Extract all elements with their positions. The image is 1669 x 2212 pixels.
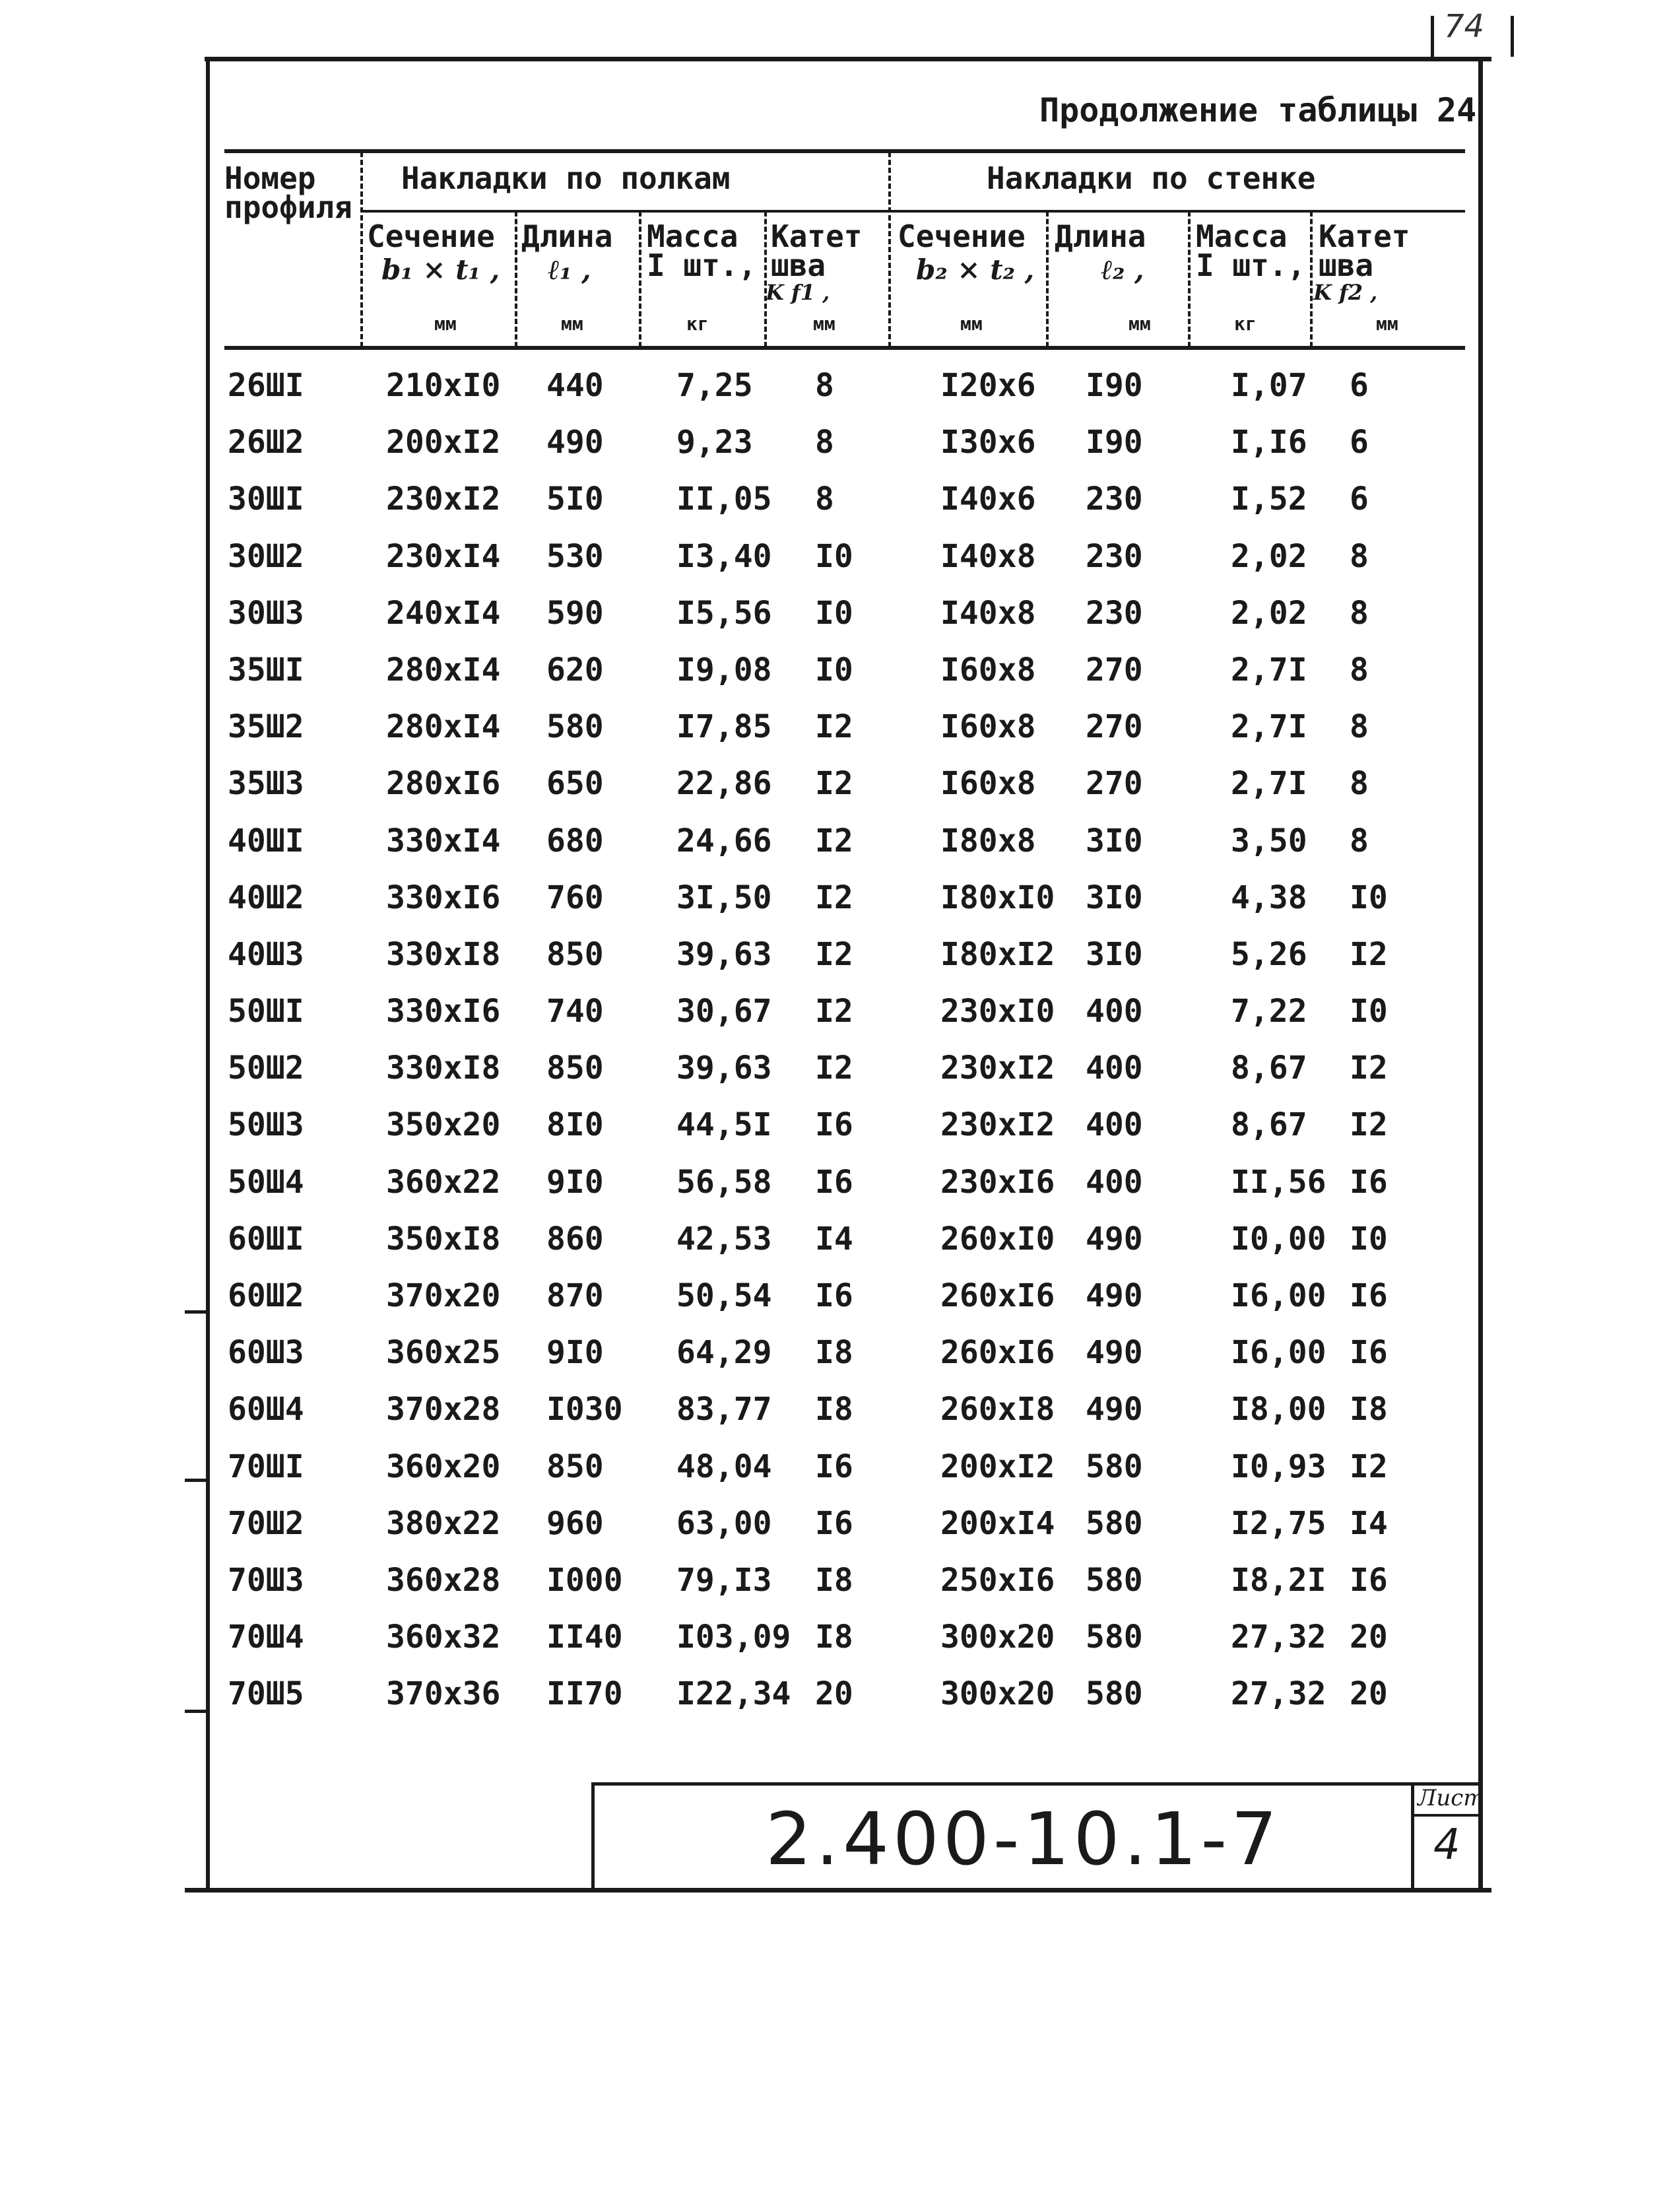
- cell-flange-weld: I8: [815, 1334, 853, 1372]
- cell-flange-mass: 7,25: [676, 367, 753, 404]
- cell-web-length: 580: [1086, 1675, 1143, 1713]
- table-row: [0, 708, 1669, 765]
- header-divider: [360, 152, 363, 347]
- cell-flange-length: II70: [546, 1675, 623, 1713]
- cell-flange-weld: I6: [815, 1277, 853, 1314]
- table-row: [0, 481, 1669, 537]
- cell-web-weld: 6: [1350, 424, 1369, 461]
- cell-web-length: I90: [1086, 367, 1143, 404]
- cell-web-length: 580: [1086, 1504, 1143, 1542]
- cell-web-mass: 27,32: [1231, 1619, 1326, 1656]
- cell-flange-length: 590: [546, 594, 604, 632]
- header-web-mass: Масса I шт.,: [1196, 218, 1306, 283]
- header-web-section: Сечение: [898, 218, 1026, 254]
- header-flange-weld-symbol: K f1 ,: [766, 280, 830, 305]
- cell-profile-number: 60Ш2: [228, 1277, 304, 1314]
- cell-profile-number: 35ШI: [228, 651, 304, 688]
- cell-flange-length: 850: [546, 935, 604, 973]
- cell-web-mass: I8,2I: [1231, 1561, 1326, 1599]
- cell-flange-mass: I5,56: [676, 594, 772, 632]
- cell-web-section: 200xI2: [940, 1448, 1055, 1485]
- cell-web-section: I60x8: [940, 765, 1036, 803]
- header-group-flange: Накладки по полкам: [401, 160, 731, 196]
- cell-flange-length: 490: [546, 424, 604, 461]
- cell-web-length: 3I0: [1086, 822, 1143, 859]
- cell-web-weld: I6: [1350, 1334, 1388, 1372]
- cell-flange-mass: 64,29: [676, 1334, 772, 1372]
- table-row: [0, 1106, 1669, 1163]
- sheet-value: 4: [1433, 1821, 1460, 1869]
- cell-flange-mass: 39,63: [676, 935, 772, 973]
- cell-flange-length: 580: [546, 708, 604, 746]
- cell-web-weld: 6: [1350, 367, 1369, 404]
- cell-flange-length: 860: [546, 1220, 604, 1257]
- cell-flange-section: 350x20: [386, 1106, 501, 1144]
- cell-web-length: 580: [1086, 1561, 1143, 1599]
- cell-flange-weld: I0: [815, 651, 853, 688]
- header-flange-section: Сечение: [367, 218, 495, 254]
- frame-top-border: [205, 57, 1491, 61]
- cell-web-section: I20x6: [940, 367, 1036, 404]
- cell-web-length: 400: [1086, 1050, 1143, 1087]
- cell-web-mass: I6,00: [1231, 1334, 1326, 1372]
- cell-web-mass: I8,00: [1231, 1391, 1326, 1428]
- cell-web-mass: I6,00: [1231, 1277, 1326, 1314]
- cell-flange-section: 360x20: [386, 1448, 501, 1485]
- cell-flange-weld: I6: [815, 1448, 853, 1485]
- cell-flange-section: 380x22: [386, 1504, 501, 1542]
- cell-flange-length: 9I0: [546, 1163, 604, 1201]
- cell-flange-weld: I0: [815, 594, 853, 632]
- table-row: [0, 1619, 1669, 1675]
- cell-flange-mass: II,05: [676, 481, 772, 518]
- cell-flange-section: 330xI6: [386, 879, 501, 916]
- cell-web-section: I30x6: [940, 424, 1036, 461]
- cell-flange-weld: I8: [815, 1561, 853, 1599]
- table-row: [0, 1675, 1669, 1732]
- cell-web-length: 400: [1086, 1106, 1143, 1144]
- cell-profile-number: 70Ш4: [228, 1619, 304, 1656]
- cell-flange-weld: I2: [815, 993, 853, 1030]
- cell-web-length: 580: [1086, 1448, 1143, 1485]
- cell-profile-number: 60ШI: [228, 1220, 304, 1257]
- title-block-separator: [1411, 1782, 1414, 1891]
- cell-web-length: 3I0: [1086, 879, 1143, 916]
- cell-flange-length: 850: [546, 1050, 604, 1087]
- cell-flange-section: 360x25: [386, 1334, 501, 1372]
- cell-flange-length: 5I0: [546, 481, 604, 518]
- table-body: [0, 367, 1669, 1733]
- cell-flange-section: 330xI8: [386, 935, 501, 973]
- cell-web-length: 230: [1086, 537, 1143, 575]
- cell-flange-weld: I2: [815, 935, 853, 973]
- cell-flange-mass: 24,66: [676, 822, 772, 859]
- table-row: [0, 595, 1669, 652]
- cell-flange-weld: I4: [815, 1220, 853, 1257]
- cell-web-length: 230: [1086, 594, 1143, 632]
- cell-flange-length: 760: [546, 879, 604, 916]
- cell-flange-weld: I2: [815, 822, 853, 859]
- cell-web-weld: 8: [1350, 537, 1369, 575]
- header-divider: [515, 211, 517, 347]
- cell-web-section: I60x8: [940, 651, 1036, 688]
- cell-web-weld: 20: [1350, 1675, 1388, 1713]
- table-row: [0, 367, 1669, 424]
- cell-profile-number: 40Ш2: [228, 879, 304, 916]
- cell-flange-section: 360x22: [386, 1163, 501, 1201]
- cell-flange-length: 960: [546, 1504, 604, 1542]
- cell-web-weld: I6: [1350, 1277, 1388, 1314]
- cell-flange-mass: 44,5I: [676, 1106, 772, 1144]
- cell-web-length: 3I0: [1086, 935, 1143, 973]
- cell-web-section: I80x8: [940, 822, 1036, 859]
- cell-profile-number: 70Ш2: [228, 1504, 304, 1542]
- title-block-sheet-rule: [1411, 1814, 1482, 1817]
- cell-web-section: 260xI8: [940, 1391, 1055, 1428]
- cell-flange-mass: I03,09: [676, 1619, 791, 1656]
- cell-flange-mass: 56,58: [676, 1163, 772, 1201]
- table-row: [0, 879, 1669, 936]
- cell-web-mass: 2,7I: [1231, 651, 1307, 688]
- header-web-section-unit: мм: [960, 313, 983, 335]
- cell-web-mass: 8,67: [1231, 1106, 1307, 1144]
- header-divider: [1310, 211, 1313, 347]
- sheet-label: Лист: [1418, 1785, 1485, 1811]
- cell-web-weld: I2: [1350, 1448, 1388, 1485]
- table-caption: Продолжение таблицы 24: [1039, 91, 1477, 129]
- header-flange-weld: Катет шва: [771, 218, 863, 283]
- cell-profile-number: 40ШI: [228, 822, 304, 859]
- cell-flange-weld: I2: [815, 708, 853, 746]
- cell-web-length: 490: [1086, 1334, 1143, 1372]
- cell-flange-mass: 9,23: [676, 424, 753, 461]
- header-profile-number: Номер профиля: [224, 160, 352, 225]
- cell-profile-number: 30Ш2: [228, 537, 304, 575]
- cell-web-length: 400: [1086, 1163, 1143, 1201]
- cell-flange-mass: I22,34: [676, 1675, 791, 1713]
- cell-web-section: 260xI6: [940, 1334, 1055, 1372]
- table-row: [0, 1448, 1669, 1505]
- cell-web-section: I80xI2: [940, 935, 1055, 973]
- header-flange-mass-unit: кг: [686, 313, 709, 335]
- cell-profile-number: 30ШI: [228, 481, 304, 518]
- header-flange-length: Длина: [521, 218, 613, 254]
- cell-web-length: 400: [1086, 993, 1143, 1030]
- cell-profile-number: 40Ш3: [228, 935, 304, 973]
- cell-flange-section: 210xI0: [386, 367, 501, 404]
- table-row: [0, 1050, 1669, 1106]
- cell-web-mass: I0,93: [1231, 1448, 1326, 1485]
- table-row: [0, 538, 1669, 595]
- cell-flange-section: 280xI4: [386, 651, 501, 688]
- cell-flange-length: 740: [546, 993, 604, 1030]
- table-row: [0, 424, 1669, 481]
- cell-profile-number: 70Ш5: [228, 1675, 304, 1713]
- header-divider: [1188, 211, 1191, 347]
- cell-profile-number: 50Ш2: [228, 1050, 304, 1087]
- cell-web-weld: I0: [1350, 1220, 1388, 1257]
- cell-web-length: 270: [1086, 651, 1143, 688]
- cell-flange-mass: 83,77: [676, 1391, 772, 1428]
- margin-tick: [185, 1710, 210, 1713]
- cell-web-weld: 8: [1350, 594, 1369, 632]
- cell-web-weld: 8: [1350, 651, 1369, 688]
- cell-web-section: I60x8: [940, 708, 1036, 746]
- cell-flange-section: 230xI2: [386, 481, 501, 518]
- cell-flange-mass: 79,I3: [676, 1561, 772, 1599]
- cell-web-section: 260xI0: [940, 1220, 1055, 1257]
- cell-flange-mass: 42,53: [676, 1220, 772, 1257]
- title-block-left: [591, 1782, 595, 1891]
- cell-web-section: I40x8: [940, 537, 1036, 575]
- cell-web-section: 260xI6: [940, 1277, 1055, 1314]
- cell-flange-section: 350xI8: [386, 1220, 501, 1257]
- cell-web-mass: 2,7I: [1231, 765, 1307, 803]
- cell-web-weld: I8: [1350, 1391, 1388, 1428]
- cell-flange-section: 370x20: [386, 1277, 501, 1314]
- cell-flange-length: II40: [546, 1619, 623, 1656]
- cell-flange-section: 360x28: [386, 1561, 501, 1599]
- header-web-weld: Катет шва: [1319, 218, 1410, 283]
- table-row: [0, 936, 1669, 993]
- header-group-web: Накладки по стенке: [987, 160, 1316, 196]
- cell-flange-weld: 8: [815, 481, 834, 518]
- cell-web-mass: 5,26: [1231, 935, 1307, 973]
- cell-web-weld: I6: [1350, 1163, 1388, 1201]
- cell-profile-number: 35Ш2: [228, 708, 304, 746]
- cell-flange-mass: 48,04: [676, 1448, 772, 1485]
- cell-flange-mass: 22,86: [676, 765, 772, 803]
- header-top-rule: [224, 149, 1465, 153]
- cell-profile-number: 30Ш3: [228, 594, 304, 632]
- cell-web-weld: I4: [1350, 1504, 1388, 1542]
- cell-flange-length: I000: [546, 1561, 623, 1599]
- cell-flange-mass: 50,54: [676, 1277, 772, 1314]
- cell-web-section: 300x20: [940, 1619, 1055, 1656]
- document-code: 2.400-10.1-7: [766, 1797, 1282, 1881]
- cell-profile-number: 50ШI: [228, 993, 304, 1030]
- cell-web-weld: 8: [1350, 765, 1369, 803]
- cell-profile-number: 60Ш4: [228, 1391, 304, 1428]
- header-web-length-unit: мм: [1129, 313, 1151, 335]
- cell-flange-weld: I2: [815, 765, 853, 803]
- cell-web-section: 300x20: [940, 1675, 1055, 1713]
- cell-flange-mass: 63,00: [676, 1504, 772, 1542]
- cell-web-length: 270: [1086, 708, 1143, 746]
- cell-web-weld: I2: [1350, 1106, 1388, 1144]
- cell-flange-length: 680: [546, 822, 604, 859]
- header-flange-length-symbol: ℓ₁ ,: [548, 253, 591, 286]
- cell-flange-section: 360x32: [386, 1619, 501, 1656]
- cell-flange-mass: I9,08: [676, 651, 772, 688]
- cell-web-section: I40x8: [940, 594, 1036, 632]
- cell-profile-number: 70Ш3: [228, 1561, 304, 1599]
- cell-flange-mass: I7,85: [676, 708, 772, 746]
- cell-flange-section: 330xI4: [386, 822, 501, 859]
- cell-profile-number: 35Ш3: [228, 765, 304, 803]
- cell-flange-weld: I8: [815, 1391, 853, 1428]
- header-flange-weld-unit: мм: [813, 313, 835, 335]
- table-row: [0, 652, 1669, 708]
- cell-web-mass: 27,32: [1231, 1675, 1326, 1713]
- cell-flange-length: 440: [546, 367, 604, 404]
- margin-tick: [185, 1310, 210, 1314]
- cell-web-section: I80xI0: [940, 879, 1055, 916]
- cell-profile-number: 26Ш2: [228, 424, 304, 461]
- cell-flange-section: 240xI4: [386, 594, 501, 632]
- cell-web-mass: I0,00: [1231, 1220, 1326, 1257]
- cell-flange-mass: 3I,50: [676, 879, 772, 916]
- cell-web-section: 230xI6: [940, 1163, 1055, 1201]
- table-row: [0, 1221, 1669, 1277]
- cell-flange-weld: 8: [815, 424, 834, 461]
- cell-flange-section: 330xI6: [386, 993, 501, 1030]
- cell-flange-weld: I8: [815, 1619, 853, 1656]
- header-web-length-symbol: ℓ₂ ,: [1101, 253, 1144, 286]
- cell-flange-weld: I6: [815, 1504, 853, 1542]
- cell-flange-mass: 39,63: [676, 1050, 772, 1087]
- cell-web-weld: I2: [1350, 1050, 1388, 1087]
- header-web-weld-unit: мм: [1376, 313, 1398, 335]
- cell-flange-weld: I0: [815, 537, 853, 575]
- cell-web-mass: 2,02: [1231, 537, 1307, 575]
- cell-web-mass: I,I6: [1231, 424, 1307, 461]
- cell-flange-section: 370x28: [386, 1391, 501, 1428]
- cell-flange-length: 530: [546, 537, 604, 575]
- cell-profile-number: 70ШI: [228, 1448, 304, 1485]
- table-row: [0, 1505, 1669, 1562]
- table-row: [0, 1334, 1669, 1391]
- margin-tick: [185, 1479, 210, 1482]
- header-flange-length-unit: мм: [561, 313, 583, 335]
- cell-flange-section: 280xI4: [386, 708, 501, 746]
- cell-web-mass: 2,7I: [1231, 708, 1307, 746]
- cell-profile-number: 26ШI: [228, 367, 304, 404]
- header-flange-mass: Масса I шт.,: [647, 218, 757, 283]
- cell-web-section: I40x6: [940, 481, 1036, 518]
- header-divider: [764, 211, 767, 347]
- table-row: [0, 1164, 1669, 1221]
- cell-flange-section: 200xI2: [386, 424, 501, 461]
- cell-web-mass: 8,67: [1231, 1050, 1307, 1087]
- table-row: [0, 993, 1669, 1050]
- cell-flange-weld: 8: [815, 367, 834, 404]
- cell-web-length: 490: [1086, 1277, 1143, 1314]
- table-row: [0, 765, 1669, 822]
- cell-profile-number: 50Ш4: [228, 1163, 304, 1201]
- cell-web-mass: 2,02: [1231, 594, 1307, 632]
- cell-web-section: 250xI6: [940, 1561, 1055, 1599]
- cell-web-length: 490: [1086, 1220, 1143, 1257]
- table-row: [0, 822, 1669, 879]
- cell-flange-section: 230xI4: [386, 537, 501, 575]
- table-row: [0, 1277, 1669, 1334]
- header-web-weld-symbol: K f2 ,: [1313, 280, 1378, 305]
- table-row: [0, 1562, 1669, 1619]
- cell-flange-length: 620: [546, 651, 604, 688]
- cell-web-mass: II,56: [1231, 1163, 1326, 1201]
- cell-flange-weld: I6: [815, 1163, 853, 1201]
- cell-web-weld: I0: [1350, 879, 1388, 916]
- cell-web-section: 200xI4: [940, 1504, 1055, 1542]
- cell-flange-length: 650: [546, 765, 604, 803]
- title-block-top: [591, 1782, 1482, 1786]
- cell-web-mass: I,07: [1231, 367, 1307, 404]
- cell-web-mass: 4,38: [1231, 879, 1307, 916]
- cell-profile-number: 50Ш3: [228, 1106, 304, 1144]
- cell-flange-weld: I2: [815, 879, 853, 916]
- cell-web-mass: I,52: [1231, 481, 1307, 518]
- cell-flange-length: 9I0: [546, 1334, 604, 1372]
- cell-flange-weld: I6: [815, 1106, 853, 1144]
- cell-web-weld: I6: [1350, 1561, 1388, 1599]
- header-middle-rule: [362, 210, 1465, 213]
- header-web-section-symbol: b₂ × t₂ ,: [916, 253, 1035, 286]
- frame-bottom-border: [185, 1888, 1491, 1893]
- cell-web-weld: 20: [1350, 1619, 1388, 1656]
- sheet-number-top: 74: [1444, 8, 1485, 45]
- cell-web-length: 270: [1086, 765, 1143, 803]
- header-flange-section-unit: мм: [434, 313, 457, 335]
- cell-web-mass: 3,50: [1231, 822, 1307, 859]
- header-divider: [639, 211, 641, 347]
- cell-web-length: I90: [1086, 424, 1143, 461]
- header-divider: [1046, 211, 1049, 347]
- cell-flange-section: 370x36: [386, 1675, 501, 1713]
- header-bottom-rule: [224, 346, 1465, 350]
- header-web-length: Длина: [1055, 218, 1146, 254]
- cell-flange-length: 8I0: [546, 1106, 604, 1144]
- cell-web-weld: 8: [1350, 822, 1369, 859]
- cell-flange-mass: 30,67: [676, 993, 772, 1030]
- header-divider: [888, 152, 891, 347]
- cell-web-mass: 7,22: [1231, 993, 1307, 1030]
- cell-profile-number: 60Ш3: [228, 1334, 304, 1372]
- cell-flange-weld: 20: [815, 1675, 853, 1713]
- cell-flange-weld: I2: [815, 1050, 853, 1087]
- cell-web-section: 230xI2: [940, 1106, 1055, 1144]
- cell-web-length: 490: [1086, 1391, 1143, 1428]
- cell-web-weld: 8: [1350, 708, 1369, 746]
- cell-flange-section: 280xI6: [386, 765, 501, 803]
- cell-flange-length: I030: [546, 1391, 623, 1428]
- cell-web-mass: I2,75: [1231, 1504, 1326, 1542]
- cell-web-weld: I2: [1350, 935, 1388, 973]
- cell-flange-mass: I3,40: [676, 537, 772, 575]
- cell-flange-length: 870: [546, 1277, 604, 1314]
- table-row: [0, 1391, 1669, 1448]
- cell-web-section: 230xI2: [940, 1050, 1055, 1087]
- cell-flange-length: 850: [546, 1448, 604, 1485]
- header-web-mass-unit: кг: [1234, 313, 1257, 335]
- cell-web-section: 230xI0: [940, 993, 1055, 1030]
- cell-web-length: 580: [1086, 1619, 1143, 1656]
- cell-flange-section: 330xI8: [386, 1050, 501, 1087]
- cell-web-length: 230: [1086, 481, 1143, 518]
- cell-web-weld: 6: [1350, 481, 1369, 518]
- header-flange-section-symbol: b₁ × t₁ ,: [381, 253, 500, 286]
- cell-web-weld: I0: [1350, 993, 1388, 1030]
